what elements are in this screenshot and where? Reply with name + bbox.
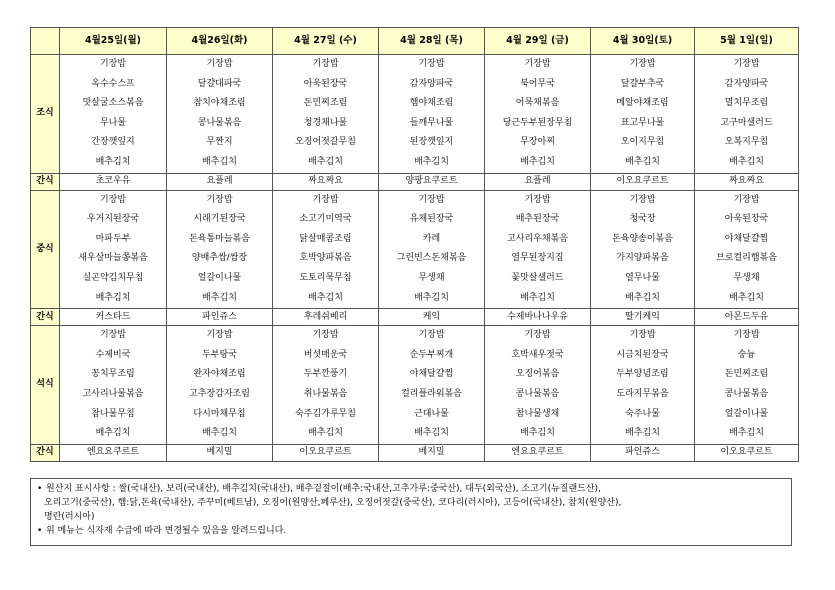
dish-item: 배추김치	[625, 292, 660, 303]
dish-item: 고사리나물볶음	[82, 388, 144, 399]
dish-item: 숭늉	[737, 349, 756, 360]
dish-item: 근대나물	[414, 408, 449, 419]
day-header: 4월 27일 (수)	[273, 28, 379, 55]
meal-label: 중식	[31, 190, 60, 309]
dish-item: 무장아찌	[520, 137, 555, 148]
dish-item: 수제비국	[95, 349, 131, 360]
dish-item: 숙주김가루무침	[295, 408, 356, 419]
snack-item: 이오요쿠르트	[273, 444, 379, 461]
dish-item: 기장밥	[312, 59, 339, 69]
dish-item: 새우살마늘쫑볶음	[78, 253, 148, 264]
dish-item: 두부탕국	[202, 349, 237, 360]
menu-cell	[60, 55, 167, 174]
dish-item: 고사리우채볶음	[507, 233, 568, 244]
snack-item: 양팡요쿠르트	[379, 173, 485, 190]
day-header: 4월 30일(토)	[591, 28, 695, 55]
dish-item: 고구마샐러드	[720, 117, 773, 128]
dish-item: 야채달걀찜	[724, 233, 769, 244]
day-header: 4월25일(월)	[60, 28, 167, 55]
meal-label: 간식	[31, 444, 60, 461]
dish-item: 어묵채볶음	[515, 98, 560, 109]
header-corner	[31, 28, 60, 55]
dish-item: 돈육양송이볶음	[612, 233, 673, 244]
snack-item: 요플레	[485, 173, 591, 190]
dish-item: 카레	[422, 233, 441, 244]
dish-item: 참치야채조림	[193, 98, 246, 109]
day-header-row	[31, 28, 799, 55]
dish-item: 배추김치	[520, 156, 555, 167]
day-header: 4월 28일 (목)	[379, 28, 485, 55]
snack-item: 베지밀	[167, 444, 273, 461]
snack-item: 초코우유	[60, 173, 167, 190]
dish-item: 달걀부추국	[620, 78, 665, 89]
dish-item: 배추김치	[202, 428, 237, 439]
dish-item: 배추김치	[95, 292, 131, 303]
dish-item: 얼갈이나물	[724, 408, 769, 419]
dish-item: 배추김치	[625, 156, 660, 167]
dish-item: 배추김치	[202, 156, 237, 167]
dish-item: 돈민찌조림	[724, 369, 769, 380]
day-header: 4월26일(화)	[167, 28, 273, 55]
dish-item: 기장밥	[312, 330, 339, 341]
snack-item: 짜요짜요	[273, 173, 379, 190]
meal-row-dinner	[31, 326, 799, 445]
dish-item: 무짠지	[206, 137, 233, 148]
dish-item: 두부깐풍기	[303, 369, 348, 380]
menu-cell	[485, 326, 591, 445]
dish-item: 달걀대파국	[197, 78, 242, 89]
dish-item: 숙주나물	[625, 408, 660, 419]
dish-item: 기장밥	[418, 59, 445, 69]
bullet-icon: •	[37, 484, 43, 494]
menu-cell	[485, 190, 591, 309]
dish-item: 기장밥	[418, 194, 445, 205]
dish-item: 배추김치	[202, 292, 237, 303]
dish-item: 양배추쌈/쌈장	[191, 253, 248, 264]
menu-cell	[273, 190, 379, 309]
dish-item: 햄야채조림	[409, 98, 454, 109]
dish-item: 당근두부된장무침	[502, 117, 573, 128]
dish-item: 배추된장국	[515, 214, 560, 225]
dish-item: 배추김치	[729, 292, 764, 303]
dish-item: 배추김치	[414, 156, 449, 167]
dish-item: 청국장	[629, 214, 656, 225]
dish-item: 맛살굴소스볶음	[82, 98, 144, 109]
snack-item: 이오요쿠르트	[695, 444, 799, 461]
meal-label: 간식	[31, 309, 60, 326]
dish-item: 무생채	[733, 272, 760, 283]
snack-row-evening_snack	[31, 444, 799, 461]
menu-cell	[591, 326, 695, 445]
dish-item: 기장밥	[733, 59, 760, 69]
dish-item: 열무된장지짐	[511, 253, 564, 264]
dish-item: 청경채나물	[303, 117, 348, 128]
dish-item: 배추김치	[308, 428, 343, 439]
dish-item: 완자야채조림	[193, 369, 246, 380]
dish-item: 열무나물	[625, 272, 660, 283]
dish-item: 호박양파볶음	[299, 253, 352, 264]
dish-item: 오이지무침	[620, 137, 665, 148]
dish-item: 시래기된장국	[193, 214, 246, 225]
snack-row-afternoon_snack	[31, 309, 799, 326]
snack-item: 베지밀	[379, 444, 485, 461]
dish-item: 돈민찌조림	[303, 98, 348, 109]
snack-item: 파인쥬스	[167, 309, 273, 326]
dish-item: 기장밥	[312, 194, 339, 205]
dish-item: 버섯매운국	[303, 349, 348, 360]
snack-item: 아몬드두유	[695, 309, 799, 326]
meal-label: 조식	[31, 55, 60, 174]
menu-cell	[591, 55, 695, 174]
snack-row-morning_snack	[31, 173, 799, 190]
snack-item: 엔요요쿠르트	[485, 444, 591, 461]
dish-item: 고추장감자조림	[189, 388, 250, 399]
dish-item: 오징어젓갈무침	[295, 137, 356, 148]
menu-cell	[485, 55, 591, 174]
dish-item: 꽃맛살샐러드	[511, 272, 564, 283]
snack-item: 커스타드	[60, 309, 167, 326]
menu-cell	[695, 190, 799, 309]
dish-item: 옥수수스프	[91, 78, 135, 89]
dish-item: 콩나물볶음	[515, 388, 560, 399]
menu-cell	[60, 190, 167, 309]
dish-item: 기장밥	[733, 330, 760, 341]
menu-cell	[379, 190, 485, 309]
dish-item: 얼갈이나물	[197, 272, 242, 283]
snack-item: 이오요쿠르트	[591, 173, 695, 190]
dish-item: 기장밥	[206, 194, 233, 205]
notes-box	[30, 478, 792, 546]
dish-item: 배추김치	[308, 292, 343, 303]
snack-item: 짜요짜요	[695, 173, 799, 190]
meal-row-lunch	[31, 190, 799, 309]
dish-item: 기장밥	[99, 59, 127, 69]
menu-cell	[167, 326, 273, 445]
dish-item: 콩나물볶음	[724, 388, 769, 399]
weekly-menu-table	[30, 27, 799, 462]
menu-cell	[379, 55, 485, 174]
dish-item: 콩나물볶음	[197, 117, 242, 128]
dish-item: 우거지된장국	[86, 214, 140, 225]
dish-item: 기장밥	[206, 330, 233, 341]
dish-item: 오징어볶음	[515, 369, 560, 380]
day-header: 5월 1일(일)	[695, 28, 799, 55]
dish-item: 배추김치	[520, 428, 555, 439]
snack-item: 케익	[379, 309, 485, 326]
dish-item: 취나물볶음	[303, 388, 348, 399]
dish-item: 감자양파국	[409, 78, 454, 89]
dish-item: 배추김치	[414, 428, 449, 439]
dish-item: 호박새우젓국	[511, 349, 564, 360]
dish-item: 기장밥	[206, 59, 233, 69]
origin-note-cont: 오리고기(중국산), 햄:닭,돈육(국내산), 주꾸미(베트남), 오징어(원양산,페루산), 오징어젓갈(중국산), 코다리(러시아), 고등어(국내산), 참치(원양산),	[44, 498, 622, 508]
dish-item: 멸치무조림	[724, 98, 769, 109]
dish-item: 컬리플라워볶음	[401, 388, 462, 399]
snack-item: 수제바나나우유	[485, 309, 591, 326]
dish-item: 그린빈스돈채볶음	[396, 253, 467, 264]
meal-label: 간식	[31, 173, 60, 190]
dish-item: 참나물무침	[91, 408, 135, 419]
dish-item: 기장밥	[418, 330, 445, 341]
dish-item: 배추김치	[625, 428, 660, 439]
dish-item: 도토리묵무침	[299, 272, 352, 283]
day-header: 4월 29일 (금)	[485, 28, 591, 55]
dish-item: 실곤약김치무침	[82, 272, 144, 283]
dish-item: 배추김치	[414, 292, 449, 303]
menu-cell	[695, 55, 799, 174]
dish-item: 기장밥	[629, 194, 656, 205]
dish-item: 꽁치무조림	[91, 369, 135, 380]
menu-cell	[273, 55, 379, 174]
dish-item: 배추김치	[95, 156, 131, 167]
dish-item: 유채된장국	[409, 214, 454, 225]
dish-item: 들깨무나물	[409, 117, 454, 128]
dish-item: 도라지무볶음	[616, 388, 669, 399]
dish-item: 다시마채무침	[193, 408, 246, 419]
menu-cell	[167, 190, 273, 309]
snack-item: 요플레	[167, 173, 273, 190]
change-notice: • 위 메뉴는 식자재 수급에 따라 변경될수 있음을 알려드립니다.	[37, 526, 287, 536]
dish-item: 배추김치	[95, 428, 131, 439]
dish-item: 감자양파국	[724, 78, 769, 89]
dish-item: 브로컬리햄볶음	[716, 253, 777, 264]
snack-item: 딸기케익	[591, 309, 695, 326]
menu-cell	[695, 326, 799, 445]
dish-item: 기장밥	[524, 330, 551, 341]
menu-cell	[591, 190, 695, 309]
dish-item: 표고무나물	[620, 117, 665, 128]
dish-item: 메알야채조림	[616, 98, 669, 109]
dish-item: 북어무국	[520, 78, 555, 89]
dish-item: 기장밥	[629, 59, 656, 69]
snack-item: 후레쉬베리	[273, 309, 379, 326]
dish-item: 배추김치	[520, 292, 555, 303]
bullet-icon: •	[37, 526, 43, 536]
dish-item: 순두부찌개	[409, 349, 454, 360]
dish-item: 아욱된장국	[724, 214, 769, 225]
dish-item: 가지양파볶음	[616, 253, 669, 264]
meal-row-breakfast	[31, 55, 799, 174]
origin-note-cont: 명란(러시아)	[44, 512, 95, 522]
dish-item: 오복지무침	[724, 137, 769, 148]
menu-cell	[167, 55, 273, 174]
dish-item: 된장깻잎지	[409, 137, 454, 148]
dish-item: 기장밥	[99, 330, 127, 341]
dish-item: 마파두부	[95, 233, 131, 244]
dish-item: 닭살매콤조림	[299, 233, 352, 244]
menu-cell	[379, 326, 485, 445]
dish-item: 두부양념조림	[616, 369, 669, 380]
dish-item: 시금치된장국	[616, 349, 669, 360]
menu-cell	[60, 326, 167, 445]
snack-item: 엔요요쿠르트	[60, 444, 167, 461]
dish-item: 기장밥	[99, 194, 127, 205]
origin-note: • 원산지 표시사항 : 쌀(국내산), 보리(국내산), 배추김치(국내산), 배추겉절이(배추:국내산,고추가루:중국산), 대두(외국산), 소고기(뉴질랜드산),	[37, 484, 601, 494]
dish-item: 돈육통마늘볶음	[189, 233, 250, 244]
menu-cell	[273, 326, 379, 445]
dish-item: 무나물	[99, 117, 127, 128]
dish-item: 기장밥	[524, 194, 551, 205]
dish-item: 소고기미역국	[299, 214, 352, 225]
dish-item: 무생채	[418, 272, 445, 283]
dish-item: 배추김치	[729, 156, 764, 167]
dish-item: 참나물생채	[515, 408, 560, 419]
dish-item: 아욱된장국	[303, 78, 348, 89]
dish-item: 배추김치	[308, 156, 343, 167]
dish-item: 간장깻잎지	[91, 137, 135, 148]
dish-item: 기장밥	[629, 330, 656, 341]
dish-item: 기장밥	[733, 194, 760, 205]
dish-item: 기장밥	[524, 59, 551, 69]
snack-item: 파인쥬스	[591, 444, 695, 461]
dish-item: 배추김치	[729, 428, 764, 439]
meal-label: 석식	[31, 326, 60, 445]
dish-item: 야채달걀찜	[409, 369, 454, 380]
